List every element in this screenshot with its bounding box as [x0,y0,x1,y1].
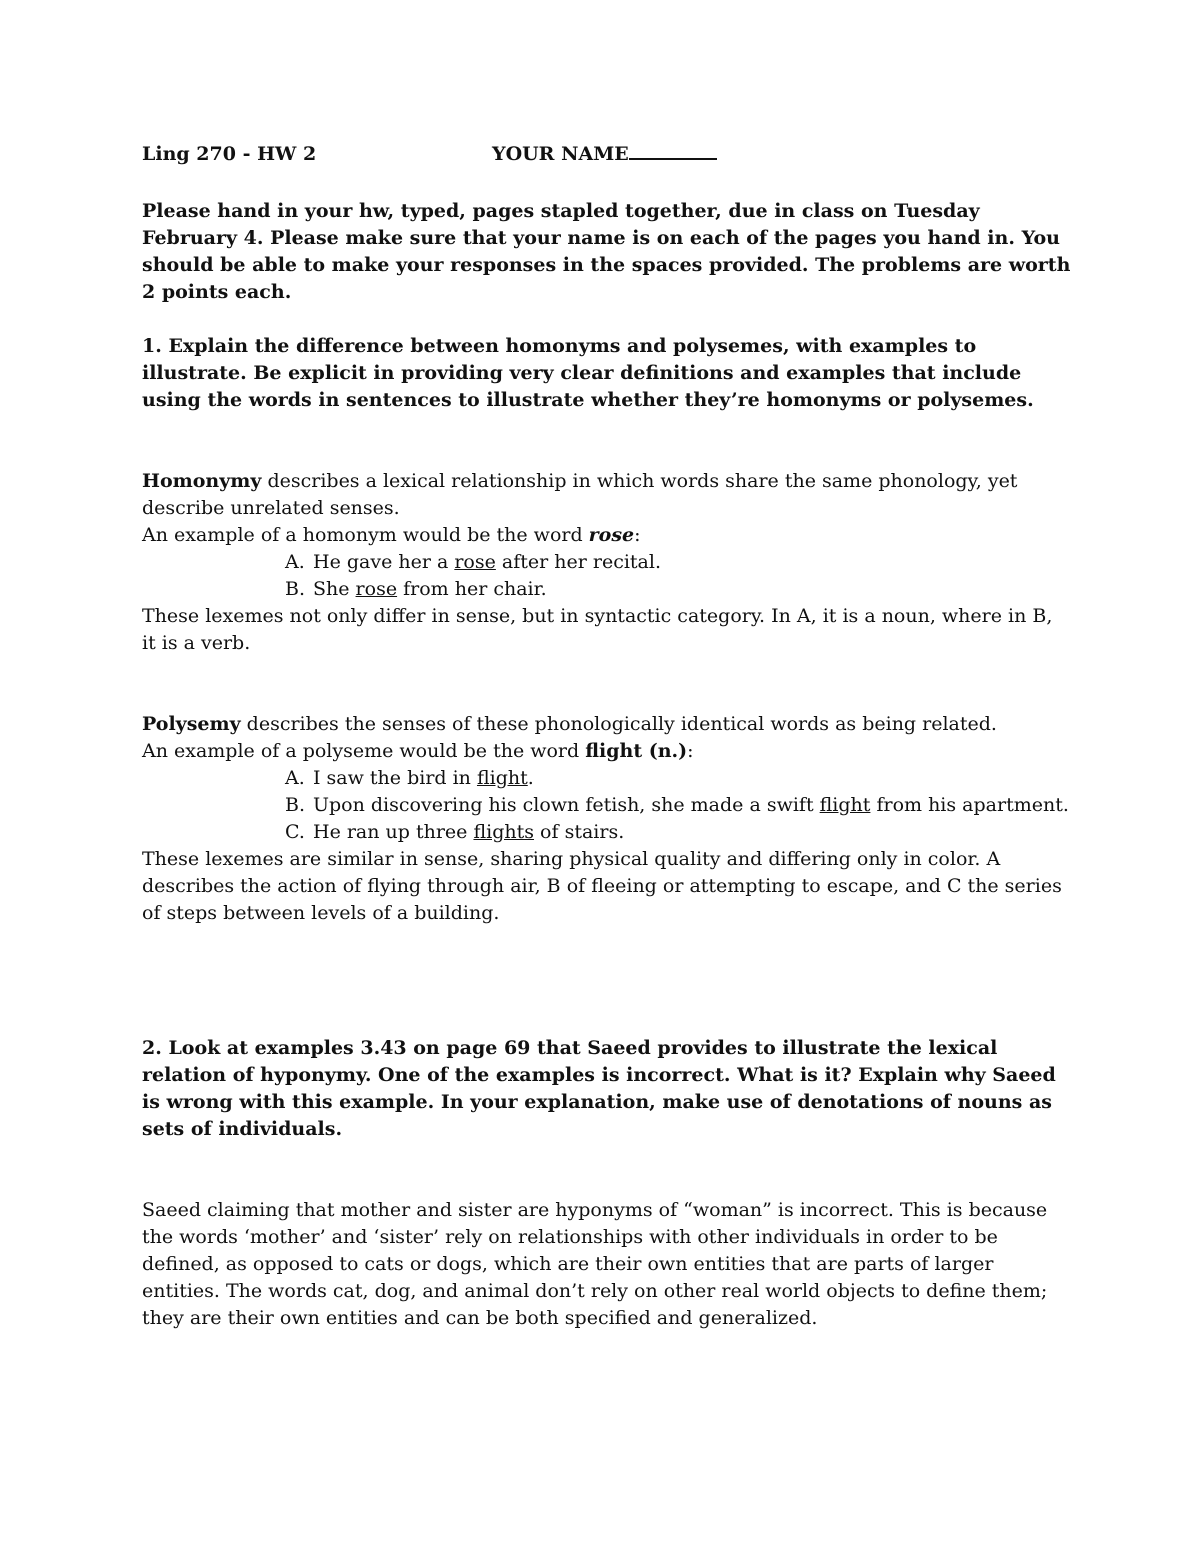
document-page [142,141,1072,1332]
example-label: A. [285,767,305,789]
name-label: YOUR NAME [492,143,629,165]
example-post: after her recital. [495,551,662,573]
example-label: A. [285,551,305,573]
polysemy-definition [142,711,1072,738]
list-item [142,765,1072,792]
instructions: Please hand in your hw, typed, pages stapled together, due in class on Tuesday February 4. Please make sure that your name is on each of the pages you hand in. You should be able to make your responses in the spaces provided. The problems are worth 2 points each. [142,200,1071,303]
name-field [492,141,717,168]
polysemy-definition-text: describes the senses of these phonologically identical words as being related. [240,713,997,735]
homonymy-word: rose [588,524,635,546]
question-1-prompt: 1. Explain the difference between homonyms and polysemes, with examples to illustrate. Be explicit in providing very clear definitions and examples that include using the words in sentences to illustrate whether they’re homonyms or polysemes. [142,335,1034,411]
polysemy-term: Polysemy [142,713,241,735]
homonymy-definition [142,468,1072,522]
example-pre: He ran up three [313,821,474,843]
homonymy-term: Homonymy [142,470,262,492]
polysemy-word: flight (n.) [585,740,688,762]
example-pre: She [313,578,356,600]
polysemy-conclusion: These lexemes are similar in sense, sharing physical quality and differing only in color. A describes the action of flying through air, B of fleeing or attempting to escape, and C the series of steps between levels of a building. [142,848,1062,924]
course-title: Ling 270 - HW 2 [142,143,317,165]
polysemy-example-intro [142,738,1072,765]
spacer [142,657,1072,711]
example-target: flights [473,821,535,843]
homonymy-section [142,468,1072,657]
name-blank-line [629,142,717,160]
polysemy-section [142,711,1072,927]
list-item [142,576,1072,603]
question-2-prompt: 2. Look at examples 3.43 on page 69 that Saeed provides to illustrate the lexical relation of hyponymy. One of the examples is incorrect. What is it? Explain why Saeed is wrong with this example. In your explanation, make use of denotations of nouns as sets of individuals. [142,1037,1056,1140]
homonymy-example-intro [142,522,1072,549]
homonymy-intro-text: An example of a homonym would be the word [142,524,589,546]
example-label: C. [285,821,305,843]
header [142,141,1072,171]
polysemy-word-suffix: : [687,740,694,762]
example-label: B. [285,794,306,816]
example-target: rose [355,578,398,600]
list-item [142,792,1072,819]
list-item [142,819,1072,846]
example-pre: Upon discovering his clown fetish, she made a swift [313,794,820,816]
example-label: B. [285,578,306,600]
example-post: . [527,767,534,789]
example-pre: I saw the bird in [313,767,477,789]
question-2-answer: Saeed claiming that mother and sister are hyponyms of “woman” is incorrect. This is because the words ‘mother’ and ‘sister’ rely on relationships with other individuals in order to be defined, as opposed to cats or dogs, which are their own entities that are parts of larger entities. The words cat, dog, and animal don’t rely on other real world objects to define them; they are their own entities and can be both specified and generalized. [142,1199,1048,1329]
spacer [142,927,1072,1035]
homonymy-word-suffix: : [634,524,641,546]
list-item [142,549,1072,576]
example-post: from her chair. [397,578,547,600]
polysemy-intro-text: An example of a polyseme would be the word [142,740,586,762]
homonymy-conclusion: These lexemes not only differ in sense, but in syntactic category. In A, it is a noun, where in B, it is a verb. [142,605,1053,654]
example-pre: He gave her a [313,551,455,573]
example-target: flight [476,767,528,789]
homonymy-definition-text: describes a lexical relationship in which words share the same phonology, yet describe unrelated senses. [142,470,1018,519]
example-target: flight [819,794,871,816]
example-target: rose [454,551,496,573]
example-post: from his apartment. [870,794,1069,816]
example-post: of stairs. [534,821,625,843]
